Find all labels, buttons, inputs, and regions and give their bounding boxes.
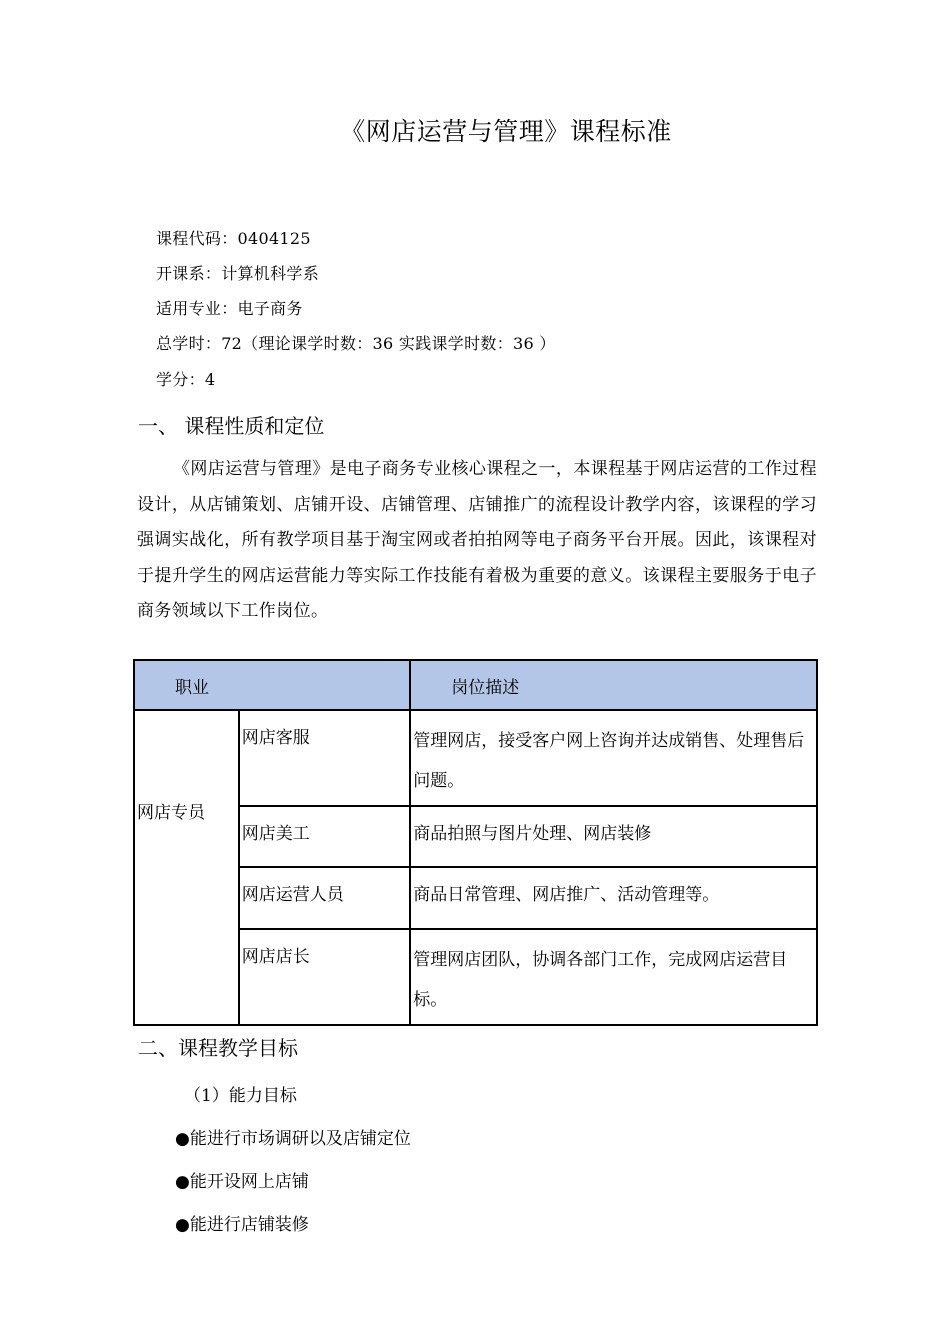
description-cell: 管理网店团队，协调各部门工作，完成网店运营目标。 [410,929,817,1025]
ability-goal-heading: （1）能力目标 [184,1086,297,1106]
department: 开课系：计算机科学系 [156,264,320,283]
total-hours: 总学时：72（理论课学时数：36 实践课学时数：36 ） [156,334,556,353]
course-code: 课程代码：0404125 [156,229,311,248]
section1-paragraph: 《网店运营与管理》是电子商务专业核心课程之一，本课程基于网店运营的工作过程设计，从店铺策划、店铺开设、店铺管理、店铺推广的流程设计教学内容，该课程的学习强调实战化，所有教学项目基于淘宝网或者拍拍网等电子商务平台开展。因此，该课程对于提升学生的网店运营能力等实际工作技能有着极为重要的意义。该课程主要服务于电子商务领域以下工作岗位。 [137,459,817,621]
document-title: 《网店运营与管理》课程标准 [340,117,672,146]
job-group [134,710,239,1025]
role-cell: 网店客服 [239,710,411,806]
job-group-label: 网店专员 [137,802,205,823]
job-table [133,659,818,1026]
major: 适用专业：电子商务 [156,299,303,318]
role-cell: 网店运营人员 [239,867,411,929]
description-cell: 商品日常管理、网店推广、活动管理等。 [410,867,817,929]
section1-heading: 一、 课程性质和定位 [138,414,325,438]
credits: 学分：4 [156,370,216,389]
description-cell: 商品拍照与图片处理、网店装修 [410,806,817,867]
table-row [134,710,817,806]
table-header-row [134,660,817,710]
header-description: 岗位描述 [410,660,817,710]
section2-heading: 二、课程教学目标 [138,1036,298,1060]
header-job: 职业 [134,660,410,710]
description-cell: 管理网店，接受客户网上咨询并达成销售、处理售后问题。 [410,710,817,806]
list-item: ●能进行市场调研以及店铺定位 [175,1129,411,1149]
list-item: ●能开设网上店铺 [175,1172,309,1192]
role-cell: 网店店长 [239,929,411,1025]
list-item: ●能进行店铺装修 [175,1215,309,1235]
role-cell: 网店美工 [239,806,411,867]
